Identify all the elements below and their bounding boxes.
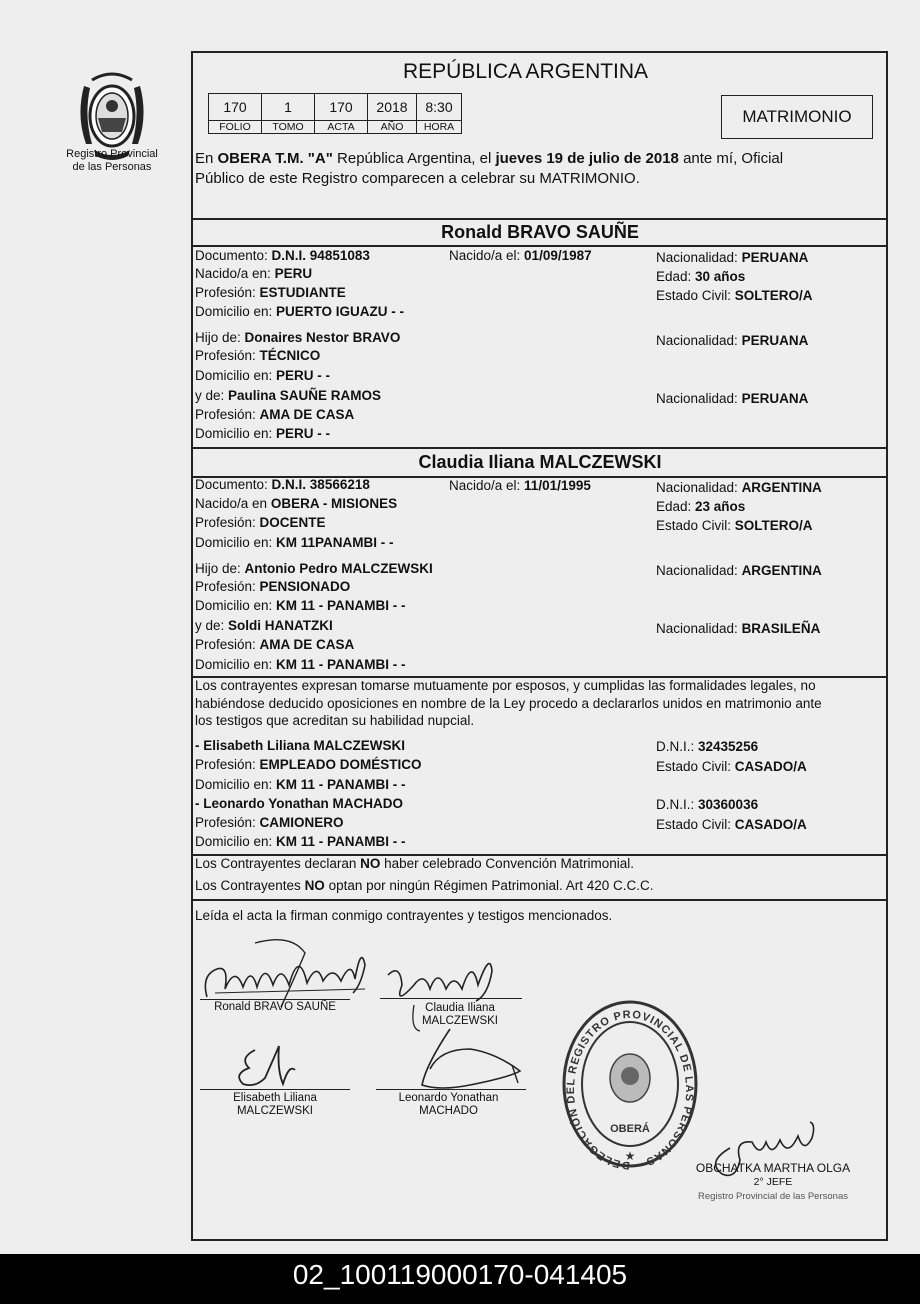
bride-signature-line bbox=[380, 998, 522, 999]
hour-label: HORA bbox=[417, 121, 462, 134]
bride-father-nationality: Nacionalidad: ARGENTINA bbox=[656, 563, 822, 578]
official-role: 2° JEFE bbox=[753, 1176, 793, 1188]
bride-mother-nationality: Nacionalidad: BRASILEÑA bbox=[656, 621, 821, 636]
bride-name: Claudia Iliana MALCZEWSKI bbox=[418, 452, 662, 472]
year-label: AÑO bbox=[368, 121, 417, 134]
tomo-value: 1 bbox=[262, 94, 315, 121]
folio-label: FOLIO bbox=[209, 121, 262, 134]
year-value: 2018 bbox=[368, 94, 417, 121]
bride-mother-domicile: Domicilio en: KM 11 - PANAMBI - - bbox=[195, 657, 406, 672]
declaration-line2: habiéndose deducido oposiciones en nombre de la Ley procedo a declararlos unidos en matrimonio ante bbox=[195, 696, 822, 711]
bride-father-domicile: Domicilio en: KM 11 - PANAMBI - - bbox=[195, 598, 406, 613]
registry-table bbox=[208, 93, 462, 134]
witness2-name: - Leonardo Yonathan MACHADO bbox=[195, 796, 403, 811]
country-title: REPÚBLICA ARGENTINA bbox=[403, 60, 649, 83]
bride-age: Edad: 23 años bbox=[656, 499, 746, 514]
official-stamp bbox=[560, 998, 700, 1174]
groom-signature-caption: Ronald BRAVO SAUÑE bbox=[214, 1001, 336, 1013]
acta-label: ACTA bbox=[315, 121, 368, 134]
witness2-dni: D.N.I.: 30360036 bbox=[656, 797, 759, 812]
intro-line2: Público de este Registro comparecen a celebrar su MATRIMONIO. bbox=[195, 170, 640, 187]
bride-document: Documento: D.N.I. 38566218 bbox=[195, 477, 370, 492]
bride-birthdate: Nacido/a el: 11/01/1995 bbox=[449, 478, 591, 493]
witness1-name: - Elisabeth Liliana MALCZEWSKI bbox=[195, 738, 406, 753]
groom-document: Documento: D.N.I. 94851083 bbox=[195, 248, 370, 263]
groom-mother-domicile: Domicilio en: PERU - - bbox=[195, 426, 331, 441]
logo-caption-line1: Registro Provincial bbox=[66, 148, 158, 160]
bride-domicile: Domicilio en: KM 11PANAMBI - - bbox=[195, 535, 394, 550]
groom-domicile: Domicilio en: PUERTO IGUAZU - - bbox=[195, 304, 405, 319]
convention-line1: Los Contrayentes declaran NO haber celebrado Convención Matrimonial. bbox=[195, 856, 634, 871]
bride-mother: y de: Soldi HANATZKI bbox=[195, 618, 333, 633]
groom-nationality: Nacionalidad: PERUANA bbox=[656, 250, 809, 265]
witness1-signature bbox=[225, 1040, 305, 1092]
groom-name: Ronald BRAVO SAUÑE bbox=[441, 222, 639, 242]
bride-birthplace: Nacido/a en OBERA - MISIONES bbox=[195, 496, 398, 511]
intro-line1: En OBERA T.M. "A" República Argentina, el jueves 19 de julio de 2018 ante mí, Oficial bbox=[195, 150, 784, 167]
witness1-profession: Profesión: EMPLEADO DOMÉSTICO bbox=[195, 757, 422, 772]
groom-profession: Profesión: ESTUDIANTE bbox=[195, 285, 346, 300]
record-type-box: MATRIMONIO bbox=[721, 95, 873, 139]
groom-father-domicile: Domicilio en: PERU - - bbox=[195, 368, 331, 383]
witness1-signature-caption-1: Elisabeth Liliana bbox=[233, 1092, 317, 1104]
handwritten-signature-icon bbox=[400, 1025, 530, 1095]
witness1-signature-line bbox=[200, 1089, 350, 1090]
witness1-civil-status: Estado Civil: CASADO/A bbox=[656, 759, 807, 774]
convention-line2: Los Contrayentes NO optan por ningún Régimen Patrimonial. Art 420 C.C.C. bbox=[195, 878, 654, 893]
logo-caption bbox=[56, 148, 168, 174]
groom-father: Hijo de: Donaires Nestor BRAVO bbox=[195, 330, 401, 345]
witness1-domicile: Domicilio en: KM 11 - PANAMBI - - bbox=[195, 777, 406, 792]
acta-value: 170 bbox=[315, 94, 368, 121]
registry-stamp-icon bbox=[560, 998, 700, 1174]
stamp-ring-text: DELEGACIÓN DEL REGISTRO PROVINCIAL DE LAS PERSONAS bbox=[565, 1008, 696, 1172]
groom-mother: y de: Paulina SAUÑE RAMOS bbox=[195, 388, 382, 403]
groom-birthdate: Nacido/a el: 01/09/1987 bbox=[449, 248, 592, 263]
hour-value: 8:30 bbox=[417, 94, 462, 121]
official-org: Registro Provincial de las Personas bbox=[698, 1191, 848, 1202]
groom-father-nationality: Nacionalidad: PERUANA bbox=[656, 333, 809, 348]
witness2-signature-line bbox=[376, 1089, 526, 1090]
document-code: 02_100119000170-041405 bbox=[0, 1254, 920, 1304]
witness2-profession: Profesión: CAMIONERO bbox=[195, 815, 344, 830]
closing-text: Leída el acta la firman conmigo contrayentes y testigos mencionados. bbox=[195, 908, 613, 923]
bride-civil-status: Estado Civil: SOLTERO/A bbox=[656, 518, 813, 533]
witness2-signature bbox=[400, 1025, 530, 1095]
groom-mother-profession: Profesión: AMA DE CASA bbox=[195, 407, 355, 422]
intro-place: OBERA T.M. "A" bbox=[217, 150, 333, 167]
groom-father-profession: Profesión: TÉCNICO bbox=[195, 348, 321, 363]
bride-father-profession: Profesión: PENSIONADO bbox=[195, 579, 351, 594]
official-name: OBCHATKA MARTHA OLGA bbox=[695, 1161, 851, 1175]
handwritten-signature-icon bbox=[225, 1040, 305, 1092]
stamp-place: OBERÁ bbox=[610, 1123, 650, 1135]
divider bbox=[193, 899, 887, 901]
witness1-dni: D.N.I.: 32435256 bbox=[656, 739, 759, 754]
witness2-signature-caption-1: Leonardo Yonathan bbox=[398, 1092, 499, 1104]
groom-mother-nationality: Nacionalidad: PERUANA bbox=[656, 391, 809, 406]
declaration-line1: Los contrayentes expresan tomarse mutuamente por esposos, y cumplidas las formalidades legales, no bbox=[195, 678, 816, 693]
declaration-line3: los testigos que acreditan su habilidad nupcial. bbox=[195, 713, 475, 728]
svg-text:★: ★ bbox=[624, 1149, 636, 1163]
bride-signature-caption-2: MALCZEWSKI bbox=[421, 1015, 499, 1027]
folio-value: 170 bbox=[209, 94, 262, 121]
witness2-signature-caption-2: MACHADO bbox=[419, 1105, 478, 1117]
witness1-signature-caption-2: MALCZEWSKI bbox=[236, 1105, 314, 1117]
witness2-civil-status: Estado Civil: CASADO/A bbox=[656, 817, 807, 832]
bride-signature-caption-1: Claudia Iliana bbox=[425, 1002, 495, 1014]
bride-mother-profession: Profesión: AMA DE CASA bbox=[195, 637, 355, 652]
logo-caption-line2: de las Personas bbox=[72, 161, 152, 173]
intro-date: jueves 19 de julio de 2018 bbox=[495, 150, 679, 167]
groom-civil-status: Estado Civil: SOLTERO/A bbox=[656, 288, 813, 303]
groom-signature-line bbox=[200, 999, 350, 1000]
bride-nationality: Nacionalidad: ARGENTINA bbox=[656, 480, 822, 495]
divider bbox=[193, 245, 887, 247]
groom-age: Edad: 30 años bbox=[656, 269, 746, 284]
bride-profession: Profesión: DOCENTE bbox=[195, 515, 326, 530]
bride-father: Hijo de: Antonio Pedro MALCZEWSKI bbox=[195, 561, 433, 576]
groom-birthplace: Nacido/a en: PERU bbox=[195, 266, 313, 281]
witness2-domicile: Domicilio en: KM 11 - PANAMBI - - bbox=[195, 834, 406, 849]
tomo-label: TOMO bbox=[262, 121, 315, 134]
